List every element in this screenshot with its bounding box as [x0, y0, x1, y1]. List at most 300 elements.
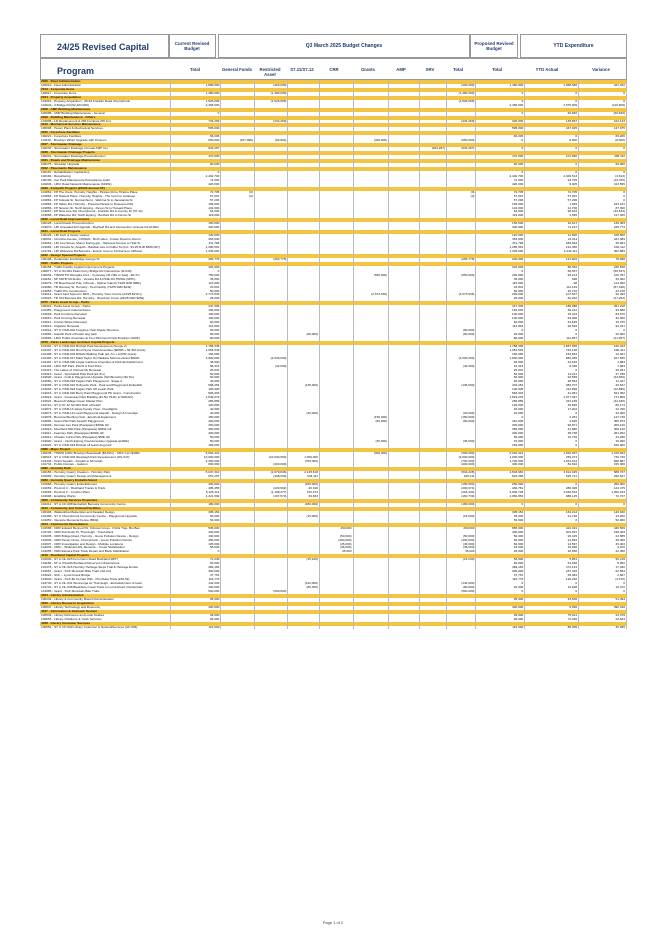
row-description: 101731 - ST LI NL-038 Blackhole Creek Track to Lorna Road, Cheltenham	[40, 586, 170, 590]
row-value: 102,000	[170, 207, 221, 211]
row-description: 100616 - ST LI OSR-004 Westleigh Park Development (OS-047)	[40, 456, 170, 460]
row-value: 114,863	[170, 325, 221, 329]
row-value: 58,000	[170, 546, 221, 550]
row-value: (2,679,846)	[254, 471, 288, 475]
row-value: 120,000	[170, 404, 221, 408]
row-value: (400,000)	[446, 539, 475, 543]
row-value: 0	[476, 139, 525, 143]
row-value: (933,267)	[419, 147, 446, 151]
row-description: 101100 - Brooklyn Wharf Upgrade with Pontoon	[40, 139, 170, 143]
row-description: 100877 - ST LI 93-003 Peats Ferry Bridge Rd Intersection (R-049)	[40, 270, 170, 274]
row-value: 209,129	[579, 424, 627, 428]
row-value: (1,188,477)	[254, 491, 288, 495]
row-value: 16,732	[525, 436, 579, 440]
row-value: 57,296	[476, 199, 525, 203]
row-value: (197,572)	[254, 495, 288, 499]
row-value: 0	[579, 329, 627, 333]
row-value: 286,859	[476, 400, 525, 404]
report-title: 24/25 Revised Capital Program	[40, 34, 170, 58]
row-description: 101662 - LRI Low Street, Mount Kuring-gai - Harwood Avenue to Hulk St	[40, 242, 170, 246]
row-value: (60,000)	[446, 333, 475, 337]
row-value: 1,280,561	[170, 246, 221, 250]
row-value: 198,403	[579, 531, 627, 535]
row-value: 19,930	[525, 546, 579, 550]
row-description: 101884 - Grant Pitts Park Asquith Playground	[40, 420, 170, 424]
row-value: 23,000	[476, 546, 525, 550]
row-value: 10,000,000	[170, 456, 221, 460]
row-value: 100,000	[476, 388, 525, 392]
row-value: 50,000	[170, 290, 221, 294]
row-description: 3039 - Footpath Projects (£500k Annual GF)	[40, 187, 170, 191]
row-value: 19,372	[579, 586, 627, 590]
row-description: 3083 - Hornsby Quarry Embellishment	[40, 479, 170, 483]
row-value: (15,000)	[288, 515, 320, 519]
row-description: 101882 - Asquith Park off leash dog park	[40, 333, 170, 337]
row-value: (82,904)	[254, 139, 288, 143]
row-value: 23,278	[579, 290, 627, 294]
row-value: 447,306	[476, 305, 525, 309]
row-value: (42,000)	[254, 365, 288, 369]
row-value: 200,000	[476, 274, 525, 278]
row-value: 400,000	[170, 606, 221, 610]
row-value: (0)	[221, 191, 255, 195]
row-description: 100129 - LRI Kerb & Gutter various	[40, 234, 170, 238]
row-description: 101696 - Precinct F - Crusher Plant	[40, 491, 170, 495]
row-description: 101922 - ST LI OSR-024 Brickpit off leash dog park	[40, 444, 170, 448]
row-value: 50,000	[476, 290, 525, 294]
row-value: 35,084	[525, 574, 579, 578]
row-value: 20,000	[476, 333, 525, 337]
row-value: 1,849,276	[170, 396, 221, 400]
row-value: (400,000)	[446, 84, 475, 88]
row-description: 101865 - FP Valley Rd, Hornsby - Pretoria Parade to Rosewood Rd	[40, 203, 170, 207]
row-value: 400,000	[170, 531, 221, 535]
row-value: 96,000	[476, 618, 525, 622]
row-value: 1,526,005	[170, 100, 221, 104]
row-value: 383,707	[525, 384, 579, 388]
row-value	[446, 626, 475, 630]
row-value: 150,000	[170, 309, 221, 313]
row-value: 84,576	[579, 313, 627, 317]
row-value: (20,000)	[288, 412, 320, 416]
row-value: 0	[476, 112, 525, 116]
row-value: 72,705	[170, 191, 221, 195]
row-value: 121,002	[525, 258, 579, 262]
row-value: 315,306	[579, 463, 627, 467]
row-value: 43,606	[525, 598, 579, 602]
row-value: 330,000	[319, 527, 353, 531]
col-total: Total	[190, 67, 200, 72]
row-value: 108,500	[579, 234, 627, 238]
row-value: 20,000	[579, 412, 627, 416]
proposed-budget-header: Proposed Revised Budget	[470, 34, 518, 58]
row-value: (283,775)	[446, 258, 475, 262]
row-description: 100088 - AMP Building Maintenance - General	[40, 112, 170, 116]
row-value: (60,840)	[579, 112, 627, 116]
row-value: 450,000	[170, 539, 221, 543]
row-value: 0	[525, 147, 579, 151]
q3-changes-header: Q3 March 2025 Budget Changes	[218, 34, 470, 58]
row-value: 1,335,000	[476, 250, 525, 254]
row-value: 147,075	[579, 127, 627, 131]
row-description: 101376 - ST LI NL-016 Hornsby Heritage Steps Trail & Heritage Embel	[40, 566, 170, 570]
row-value: 90,871	[525, 424, 579, 428]
row-description: 101699 - Hornsby Quarry Design and Management	[40, 475, 170, 479]
row-value: 970,073	[288, 491, 320, 495]
row-value: 2,145,618	[288, 471, 320, 475]
row-value	[389, 626, 419, 630]
row-value: (180,000)	[446, 503, 475, 507]
row-value: 23,801	[170, 286, 221, 290]
row-value: 1,788,338	[476, 345, 525, 349]
row-value: 74,227	[525, 226, 579, 230]
row-value: 100,000	[170, 535, 221, 539]
row-description: 3040 - Local Road Improvements	[40, 218, 170, 222]
row-value: 106,787	[579, 274, 627, 278]
row-value: 331,189	[525, 400, 579, 404]
col-amp: AMP	[396, 67, 406, 72]
row-value: 37,751	[170, 574, 221, 578]
row-value: 630,112	[579, 246, 627, 250]
row-description: 101862 - FP The Crest, Hornsby Heights - Pinkies Rd to Hinkins Place	[40, 191, 170, 195]
row-description: 101397 - ST LI OSR-010 Ron Payne Oval Amenities ($000K + $1.5M Grant)	[40, 349, 170, 353]
row-value: 64,000	[170, 210, 221, 214]
row-value: 16,313	[476, 365, 525, 369]
row-value: 0	[579, 582, 627, 586]
row-value: 11,500	[525, 234, 579, 238]
row-value: 21,694	[525, 539, 579, 543]
row-description: 101611 - Cricket Wicket Renewal	[40, 321, 170, 325]
row-value: 245,548	[579, 266, 627, 270]
row-value: 330,000	[446, 527, 475, 531]
row-value: 165,000	[170, 203, 221, 207]
row-value: 0	[525, 503, 579, 507]
row-description: 101603 - ST LI OSR-024 Fagan Park Off Leash Park	[40, 388, 170, 392]
row-value: 100,000	[170, 388, 221, 392]
row-value: 200,000	[476, 293, 525, 297]
row-description: 101498 - ST LI Cherrybrook Community Centre - Playground Upgrade	[40, 515, 170, 519]
row-value: 300,000	[170, 226, 221, 230]
row-value: 1,800,000	[476, 357, 525, 361]
row-description: 101640 - Grant - SCF BL Fernart Hills - Plumbara Track (£51.5k)	[40, 578, 170, 582]
row-value: 305,154	[476, 511, 525, 515]
col-s711: S7.11/S7.12	[290, 67, 314, 72]
row-value: (60,000)	[288, 333, 320, 337]
row-value: (150,000)	[288, 483, 320, 487]
row-description: 100547 - Library Technology and Resource	[40, 606, 170, 610]
row-value: 51,048	[525, 562, 579, 566]
row-value: (33,659)	[579, 376, 627, 380]
row-value: (35,000)	[446, 546, 475, 550]
row-description: 3041 - Local Road Projects	[40, 230, 170, 234]
row-value: 98	[525, 282, 579, 286]
row-value: 421,332	[579, 84, 627, 88]
row-value: 80,174	[579, 404, 627, 408]
row-description: 100161 - Rehabilitation Capital Exp	[40, 171, 170, 175]
row-value: 60,000	[170, 163, 221, 167]
row-value: 72,705	[525, 191, 579, 195]
row-value: 186,088	[525, 305, 579, 309]
row-value: 60,000	[170, 321, 221, 325]
row-value: 26,722	[525, 290, 579, 294]
row-value: 44,616	[525, 361, 579, 365]
row-value: 60,000	[476, 376, 525, 380]
row-value: 102,000	[476, 207, 525, 211]
row-value: 0	[525, 171, 579, 175]
row-value: 0	[579, 171, 627, 175]
row-value: 20,000	[476, 586, 525, 590]
row-value: (3,470)	[579, 578, 627, 582]
row-value: 60,840	[525, 112, 579, 116]
row-description: 4014 - Catchments Remediation	[40, 523, 170, 527]
row-value: 3,070	[579, 546, 627, 550]
row-value: 535,000	[170, 527, 221, 531]
row-value: 115,000	[476, 282, 525, 286]
row-description: 101698 - Enabling Works	[40, 495, 170, 499]
row-value: 0	[525, 163, 579, 167]
row-value: (45,000)	[319, 543, 353, 547]
row-value: 111,957	[525, 337, 579, 341]
row-value: 1,000,000	[288, 456, 320, 460]
row-value: 583,303	[476, 392, 525, 396]
row-value: (50,000)	[446, 535, 475, 539]
row-value: 60,000	[476, 543, 525, 547]
row-description: 101914 - Grant-fund Speed in MPA - Hornsby Town Centre (24/25 $2.8m)	[40, 293, 170, 297]
row-value: 2,402,700	[476, 175, 525, 179]
row-value: 0	[476, 92, 525, 96]
row-value: (400,000)	[254, 463, 288, 467]
row-value: 0	[476, 270, 525, 274]
row-value: 120,000	[170, 234, 221, 238]
row-description: 2008 - AMP Building Maintenance	[40, 108, 170, 112]
row-value: (700,000)	[288, 460, 320, 464]
row-value: (200,674)	[446, 487, 475, 491]
row-description: 101516 - Grant - Sportsfield Pitts Park (£1.5m)	[40, 373, 170, 377]
row-description: 100231 - Stormwater Drainage Preconstruction	[40, 155, 170, 159]
row-value: 6,405	[525, 183, 579, 187]
row-description: 101588 - CRR Edward Bennett Pk, C/brook Gross - Pollut Trap, Bio Bas	[40, 527, 170, 531]
row-description: 101939 - CRR – Wideview Rd, Berowra – Creek Stabilisation	[40, 546, 170, 550]
row-value: (700,000)	[446, 460, 475, 464]
row-value: 45,000	[476, 550, 525, 554]
row-value: 1,480,000	[170, 92, 221, 96]
row-value: 0	[170, 550, 221, 554]
row-value: 101,890	[525, 155, 579, 159]
row-description: 3080 - Major Project	[40, 448, 170, 452]
row-value: (3,813)	[579, 175, 627, 179]
row-value: (1,480,000)	[446, 92, 475, 96]
row-description: 4027 - Information & Outreach Section	[40, 610, 170, 614]
row-description: 3027 - Stormwater Drainage	[40, 143, 170, 147]
row-value: 0	[476, 100, 525, 104]
row-description: 101609 - Park Furniture Renewal	[40, 313, 170, 317]
row-value: 21,611	[525, 238, 579, 242]
row-value: 114,902	[579, 282, 627, 286]
row-value: 120,246	[525, 578, 579, 582]
row-description: 101872 - ST LI OSR-13 Jarvis Family Oval - Floodlights	[40, 408, 170, 412]
row-description: 3076 - Parks Landscape Architect Capital Projects	[40, 341, 170, 345]
row-value: 1,032,111	[525, 250, 579, 254]
row-value	[319, 626, 353, 630]
row-description: 101895 - Lift Replacement & 296 Furniture (55 1m)	[40, 120, 170, 124]
row-value: 66,206	[579, 135, 627, 139]
row-value: 259,274	[525, 456, 579, 460]
row-value: 142,000	[170, 582, 221, 586]
col-q3-total: Total	[453, 67, 463, 72]
row-value: 33,268	[579, 436, 627, 440]
row-value: 100,000	[170, 317, 221, 321]
row-value: 1,700,000	[476, 460, 525, 464]
row-value: 5,851	[525, 558, 579, 562]
row-value: 17,040	[579, 566, 627, 570]
col-proposed-total: Total	[492, 67, 502, 72]
row-value: 304,000	[170, 266, 221, 270]
row-value: 1,480,000	[476, 84, 525, 88]
row-value: 2,406,513	[525, 175, 579, 179]
row-value: (180,000)	[288, 503, 320, 507]
row-value: 28,306	[579, 539, 627, 543]
row-value: 413,595	[579, 183, 627, 187]
row-description: 101668 - Hornsby Quarry Embellishment	[40, 483, 170, 487]
row-value: 74,000	[476, 179, 525, 183]
row-value: 169,000	[579, 444, 627, 448]
row-value: 40,000	[476, 408, 525, 412]
row-value: 1,595	[525, 214, 579, 218]
row-value: 595,000	[476, 127, 525, 131]
row-value: 51,394	[579, 598, 627, 602]
row-description: 101853 - Traffic Pre-Construction	[40, 290, 170, 294]
ytd-header: YTD Expenditure	[520, 34, 627, 58]
row-value: 100,000	[170, 586, 221, 590]
row-value: (2,573,536)	[353, 293, 389, 297]
row-value: 740,726	[579, 456, 627, 460]
row-value: 2,575,909	[525, 104, 579, 108]
row-description: 100549 - Library Reference and Local Studies	[40, 614, 170, 618]
row-value: 72,456	[525, 618, 579, 622]
row-value: 4,906,728	[476, 491, 525, 495]
row-value: 93,213	[525, 274, 579, 278]
row-value: (50,000)	[319, 535, 353, 539]
row-value: 283,834	[525, 242, 579, 246]
row-description: 101868 - FP Waterloo Rd, North Epping - Bedford Rd to Devon St	[40, 214, 170, 218]
row-value: 120,000	[476, 404, 525, 408]
row-value: 92,493	[579, 293, 627, 297]
row-value: 771,809	[579, 396, 627, 400]
row-description: 100017 - Corporate Items	[40, 92, 170, 96]
row-value: 470,000	[170, 155, 221, 159]
row-value: 119,000	[476, 214, 525, 218]
row-description: 101936 - CRR Pecan Close, Cherrybrook - Gross Pollution Device	[40, 539, 170, 543]
row-description: 100901 - Chorcha Avenue, COWAN - Both sides - Fraser Road to Ahuriri	[40, 238, 170, 242]
row-value: 40,000	[170, 380, 221, 384]
row-value: 2,465,000	[476, 104, 525, 108]
row-value: 45,403	[579, 543, 627, 547]
row-value: 50,537	[525, 270, 579, 274]
row-value: 4,503,082	[476, 471, 525, 475]
row-value: 764,138	[525, 349, 579, 353]
row-value: 57,296	[525, 199, 579, 203]
row-value: 390,310	[579, 606, 627, 610]
row-value: 0	[525, 582, 579, 586]
row-value: 250,000	[579, 483, 627, 487]
row-value: 111,149	[525, 286, 579, 290]
row-value: 290,411	[579, 349, 627, 353]
row-value: 400,000	[476, 606, 525, 610]
row-description: 101937 - CRR Investigation and Design - Multiple Locations	[40, 543, 170, 547]
row-value: 0	[476, 590, 525, 594]
row-value: 0	[525, 519, 579, 523]
row-description: 101030 - ST LI NL-023 Fern Farm Road Bushland WFH	[40, 558, 170, 562]
row-description: 101720 - CRR Dornbush Pl, Thornleigh - Trash Rack	[40, 531, 170, 535]
row-description: 2013 - Corporate Items	[40, 88, 170, 92]
row-value: 50,000	[170, 440, 221, 444]
row-value: 147,749	[579, 416, 627, 420]
row-value: (19,705)	[579, 179, 627, 183]
row-value: 45,000	[446, 550, 475, 554]
row-value: (31,957)	[579, 337, 627, 341]
row-value: 100,000	[476, 317, 525, 321]
row-value: 112,896	[525, 388, 579, 392]
row-value: 734,269	[170, 120, 221, 124]
row-value: 0	[525, 412, 579, 416]
col-grants: Grants	[361, 67, 375, 72]
row-value: (150,000)	[353, 416, 389, 420]
row-value: 3,026	[525, 420, 579, 424]
row-value: 22,350	[579, 550, 627, 554]
row-description: 101180 - ST LI OS-006 Bushland Reserves Infrastructure	[40, 562, 170, 566]
row-description: 2009 - Building Maintenance - Others	[40, 116, 170, 120]
row-value: 50,000	[476, 539, 525, 543]
row-value: 0	[170, 270, 221, 274]
row-value: 568,254	[170, 384, 221, 388]
row-value: 25,931	[476, 369, 525, 373]
row-value: 15,000	[476, 440, 525, 444]
row-value: 58,313	[170, 365, 221, 369]
row-description: 101885 - Grant - SCF Mountain Bike Trails	[40, 590, 170, 594]
row-value: 424,491	[525, 527, 579, 531]
row-value: (2,000,000)	[446, 357, 475, 361]
row-value: 140,940	[579, 511, 627, 515]
row-value: 117,405	[579, 214, 627, 218]
row-description: 101613 - Irrigation Renewal	[40, 325, 170, 329]
row-value	[353, 626, 389, 630]
row-value: 431,389	[579, 238, 627, 242]
row-description: 101669 - Precinct C - Bushland Tracks & Trails	[40, 487, 170, 491]
row-value: 150,000	[170, 416, 221, 420]
row-value: 99,000	[170, 614, 221, 618]
row-value: (933,267)	[446, 147, 475, 151]
row-description: 101876 - Berowra Bushing Oval - Electrical Equipment	[40, 416, 170, 420]
row-value: 14,700	[525, 207, 579, 211]
row-value: 150,000	[170, 222, 221, 226]
row-value: (44,330)	[579, 400, 627, 404]
row-description: 101955 - CRR Elouera Park Track Repair and Bank Stabilisation	[40, 550, 170, 554]
row-description: 3042 - Pavements Maintenance	[40, 167, 170, 171]
row-description: 101404 - LRCI WP Park, Pku/S & Fwd Pubs	[40, 365, 170, 369]
row-value: 49,547	[579, 384, 627, 388]
row-value: 2,667	[579, 574, 627, 578]
row-value: (8,000)	[579, 139, 627, 143]
row-value: 280,306	[525, 487, 579, 491]
row-value: (135,000)	[446, 384, 475, 388]
row-description: 101912 - Charles Curtis Park (Pavapass) $50k GF	[40, 436, 170, 440]
row-value: 36,000	[579, 317, 627, 321]
column-headers	[40, 58, 627, 80]
row-value: 310,000	[476, 420, 525, 424]
row-description: 101916 - Property Acquisition - 99-92 Franklin Road Cherrybrook	[40, 100, 170, 104]
row-description: 101920 - Grant – North Epping Oval Amenities Upgrade (£400k)	[40, 440, 170, 444]
row-value: 1,054,549	[476, 349, 525, 353]
